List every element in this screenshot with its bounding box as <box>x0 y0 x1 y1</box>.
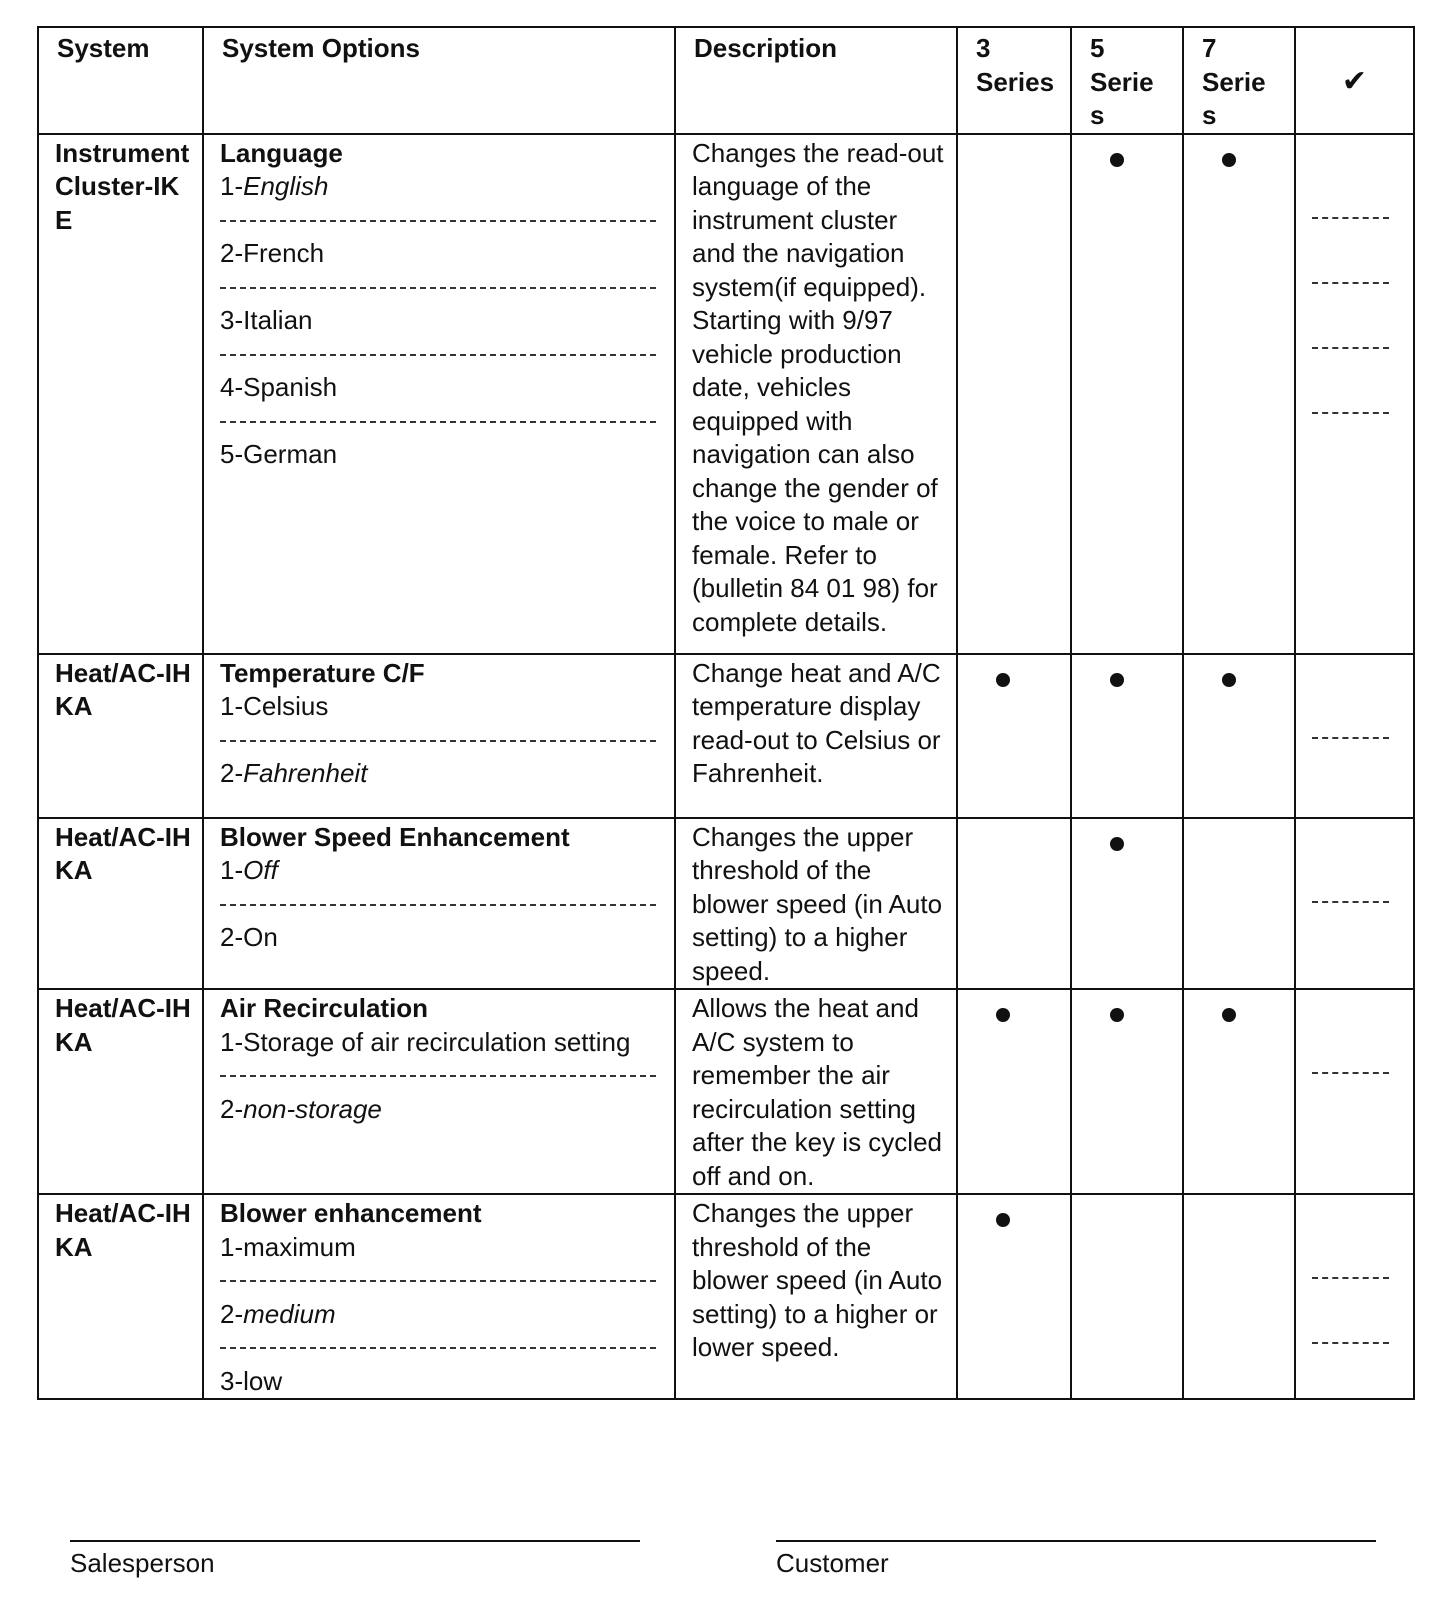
description-cell: Change heat and A/C temperature display read-out to Celsius or Fahrenheit. <box>675 654 957 818</box>
option-item: 2-On <box>220 922 278 952</box>
check-line <box>1312 901 1389 903</box>
check-line <box>1312 737 1389 739</box>
option-item: 4-Spanish <box>220 372 338 402</box>
check-line <box>1312 1072 1389 1074</box>
option-separator <box>220 1264 674 1298</box>
options-cell <box>203 654 675 818</box>
series-3-cell <box>957 989 1071 1194</box>
check-cell <box>1295 818 1414 990</box>
system-cell: Instrument Cluster-IKE <box>38 134 203 654</box>
option-item: 1-Off <box>220 855 278 885</box>
availability-dot-icon <box>1110 837 1124 851</box>
option-separator <box>220 271 674 305</box>
series-7-cell <box>1183 989 1295 1194</box>
options-cell <box>203 134 675 654</box>
options-table <box>37 26 1415 1400</box>
system-cell: Heat/AC-IHKA <box>38 989 203 1194</box>
availability-dot-icon <box>996 1008 1010 1022</box>
availability-dot-icon <box>1222 673 1236 687</box>
option-separator <box>220 724 674 758</box>
option-item: 1-Celsius <box>220 691 329 721</box>
option-separator <box>220 1059 674 1093</box>
options-cell <box>203 989 675 1194</box>
option-item: 1-English <box>220 171 329 201</box>
option-item: 1-Storage of air recirculation setting <box>220 1026 631 1057</box>
header-5-series: 5 Serie s <box>1071 27 1183 134</box>
check-line <box>1312 412 1389 414</box>
option-item: 2-non-storage <box>220 1093 382 1124</box>
option-item: 2-French <box>220 238 325 268</box>
availability-dot-icon <box>996 1213 1010 1227</box>
description-cell: Changes the upper threshold of the blower speed (in Auto setting) to a higher or lower speed. <box>675 1194 957 1399</box>
table-row <box>38 134 1414 654</box>
option-separator <box>220 405 674 439</box>
option-separator <box>220 1331 674 1365</box>
check-line <box>1312 347 1389 349</box>
series-5-cell <box>1071 134 1183 654</box>
series-7-cell <box>1183 818 1295 990</box>
header-7-series: 7 Serie s <box>1183 27 1295 134</box>
customer-label: Customer <box>776 1548 889 1578</box>
option-separator <box>220 204 674 238</box>
series-7-cell <box>1183 134 1295 654</box>
system-cell: Heat/AC-IHKA <box>38 1194 203 1399</box>
table-row <box>38 818 1414 990</box>
header-check-icon: ✔ <box>1295 27 1414 134</box>
option-title: Temperature C/F <box>220 657 425 688</box>
check-cell <box>1295 654 1414 818</box>
availability-dot-icon <box>1222 153 1236 167</box>
series-3-cell <box>957 1194 1071 1399</box>
series-7-cell <box>1183 1194 1295 1399</box>
series-5-cell <box>1071 654 1183 818</box>
series-3-cell <box>957 818 1071 990</box>
series-5-cell <box>1071 989 1183 1194</box>
description-cell: Changes the upper threshold of the blower speed (in Auto setting) to a higher speed. <box>675 818 957 990</box>
option-item: 1-maximum <box>220 1231 356 1262</box>
check-cell <box>1295 134 1414 654</box>
table-row <box>38 654 1414 818</box>
check-cell <box>1295 989 1414 1194</box>
salesperson-label: Salesperson <box>70 1548 215 1578</box>
option-item: 2-medium <box>220 1298 336 1329</box>
options-cell <box>203 1194 675 1399</box>
option-title: Language <box>220 137 343 168</box>
header-system: System <box>38 27 203 134</box>
option-title: Blower Speed Enhancement <box>220 821 570 852</box>
option-title: Air Recirculation <box>220 993 429 1023</box>
system-cell: Heat/AC-IHKA <box>38 654 203 818</box>
series-3-cell <box>957 654 1071 818</box>
series-3-cell <box>957 134 1071 654</box>
system-cell: Heat/AC-IHKA <box>38 818 203 990</box>
availability-dot-icon <box>996 673 1010 687</box>
option-separator <box>220 888 674 922</box>
option-item: 3-Italian <box>220 305 313 335</box>
header-description: Description <box>675 27 957 134</box>
availability-dot-icon <box>1110 153 1124 167</box>
header-row <box>38 27 1414 134</box>
description-cell: Changes the read-out language of the instrument cluster and the navigation system(if equipped). Starting with 9/97 vehicle production date, vehicles equipped with navigation can also change the gender of the voice to male or female. Refer to (bulletin 84 01 98) for complete details. <box>675 134 957 654</box>
header-system-options: System Options <box>203 27 675 134</box>
check-line <box>1312 217 1389 219</box>
check-cell <box>1295 1194 1414 1399</box>
check-line <box>1312 1277 1389 1279</box>
table-row <box>38 989 1414 1194</box>
series-5-cell <box>1071 1194 1183 1399</box>
option-item: 3-low <box>220 1365 283 1396</box>
header-3-series: 3 Series <box>957 27 1071 134</box>
option-item: 5-German <box>220 439 338 469</box>
availability-dot-icon <box>1222 1008 1236 1022</box>
salesperson-signature-line[interactable] <box>70 1540 640 1542</box>
availability-dot-icon <box>1110 1008 1124 1022</box>
option-item: 2-Fahrenheit <box>220 758 368 788</box>
option-title: Blower enhancement <box>220 1198 482 1228</box>
description-cell: Allows the heat and A/C system to remember the air recirculation setting after the key is cycled off and on. <box>675 989 957 1194</box>
customer-signature-line[interactable] <box>776 1540 1376 1542</box>
check-line <box>1312 282 1389 284</box>
table-row <box>38 1194 1414 1399</box>
availability-dot-icon <box>1110 673 1124 687</box>
options-cell <box>203 818 675 990</box>
series-7-cell <box>1183 654 1295 818</box>
check-line <box>1312 1342 1389 1344</box>
option-separator <box>220 338 674 372</box>
series-5-cell <box>1071 818 1183 990</box>
